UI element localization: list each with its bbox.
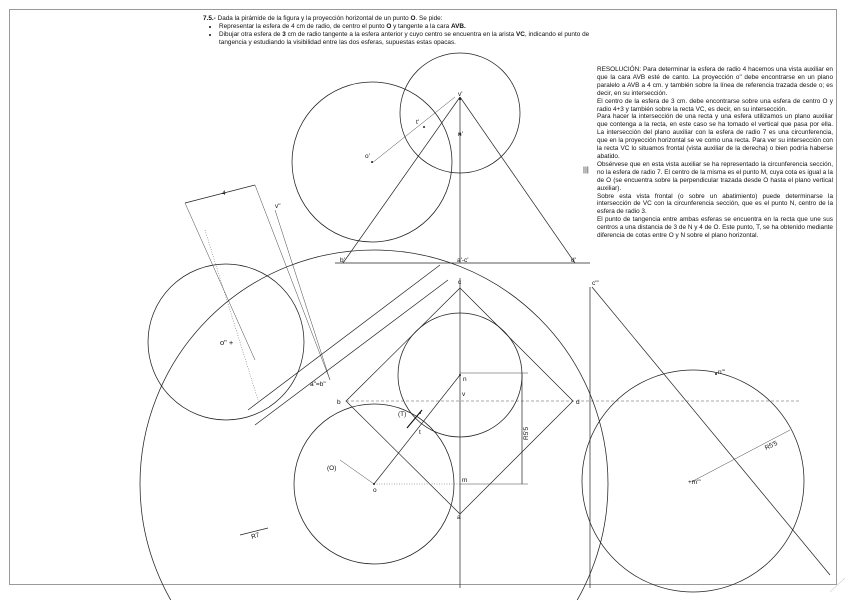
problem-header [203, 15, 613, 23]
bullet-1-bold-d: AVB. [451, 23, 466, 30]
centers-line-plan [374, 375, 460, 484]
label-v-prime: v' [458, 91, 463, 98]
label-n: n [463, 376, 467, 383]
edge-vd-front [460, 97, 575, 263]
label-O-paren: (O) [327, 465, 337, 472]
label-T-paren: (T) [398, 411, 407, 418]
label-v-dprime: v" [275, 203, 281, 210]
label-m: m [462, 477, 468, 484]
bullet-1-bold-b: O [386, 23, 392, 30]
label-r7: R7 [250, 531, 261, 541]
label-n-tprime: n"' [718, 369, 726, 376]
bullet-2-text-e: , indicando el punto de tangencia y estudiando la visibilidad entre las dos esferas, supuestas estas opacas. [219, 31, 590, 46]
dimension-line-4 [185, 185, 255, 203]
problem-number: 7.5.- [203, 15, 216, 22]
resolution-text [597, 66, 833, 240]
projection-line-v [275, 210, 330, 380]
label-m-tprime: +m"' [688, 479, 701, 486]
label-c: c [458, 279, 462, 286]
bullet-2-bold-b: 3 [282, 31, 286, 38]
resolution-paragraph-3: Para hacer la intersección de una recta y una esfera utilizamos un plano auxiliar que contenga a la recta, en este caso se ha tomado el vertical que pasa por ella. La intersección del plano auxiliar con la esfera de radio 7 es una circunferencia, que en la proyección horizontal se ve como una recta. Para ver su intersección con la recta VC lo situamos frontal (vista auxiliar de la derecha) o bien podría haberse abatido. [597, 113, 833, 160]
dimension-ext-1 [185, 203, 255, 360]
dimension-O-plan [340, 460, 374, 484]
face-avb-edge [248, 265, 440, 410]
label-t-prime: t' [416, 119, 420, 126]
point-v-front [459, 98, 461, 100]
front-view [292, 53, 590, 264]
bullet-1-text-c: y tangente a la cara [391, 23, 451, 30]
label-o: o [373, 487, 377, 494]
construction-line-front [372, 97, 455, 163]
sphere-r7-plan [140, 250, 608, 600]
auxiliary-view-left [148, 185, 448, 425]
dimension-ext-2 [255, 185, 330, 380]
resolution-paragraph-5: Sobre esta vista frontal (o sobre un abatimiento) puede determinarse la intersección de VC con la circunferencia sección, que es el punto N, centro de la esfera de radio 3. [597, 192, 833, 216]
label-ab-dprime: a"=b" [310, 381, 326, 388]
label-ac-prime: a'-c' [457, 257, 469, 264]
edge-vc-true-length [592, 287, 830, 575]
bullet-2-text-a: Dibujar otra esfera de [219, 31, 283, 38]
bullet-2-bold-d: VC [516, 31, 525, 38]
problem-header-text-2: . Se pide: [415, 15, 443, 22]
point-t-front [423, 126, 425, 128]
point-t-plan [419, 412, 421, 414]
problem-header-text-1: Dada la pirámide de la figura y la proyección horizontal de un punto [215, 15, 411, 22]
problem-bullets [203, 23, 613, 47]
problem-bullet-1 [219, 23, 613, 31]
problem-bullet-2 [219, 31, 613, 47]
label-d-prime: d' [571, 257, 576, 264]
center-o-plan [373, 483, 375, 485]
label-t: t [419, 429, 421, 436]
center-o-front [371, 161, 373, 163]
problem-statement [203, 15, 613, 47]
label-b: b [337, 399, 341, 406]
label-o-prime: o' [365, 153, 370, 160]
label-a: a [457, 514, 461, 521]
label-r55-right: R5'5 [763, 439, 779, 452]
resolution-paragraph-2: El centro de la esfera de 3 cm. debe encontrarse sobre una esfera de centro O y radio 4+3 y también sobre la recta VC, es decir, en su intersección. [597, 97, 833, 113]
corner-mark [830, 578, 845, 592]
point-n-right [715, 373, 717, 375]
edge-vb-front [343, 97, 460, 263]
radius-line-right [693, 430, 790, 481]
label-r55-left: R5'5 [523, 426, 530, 440]
resolution-paragraph-1: RESOLUCIÓN: Para determinar la esfera de radio 4 hacemos una vista auxiliar en que la cara AVB esté de canto. La proyección o" debe encontrarse en un plano paralelo a AVB a 4 cm. y también sobre la línea de referencia trazada desde o; es decir, en su intersección. [597, 66, 833, 97]
section-marker: ||| [583, 165, 589, 174]
resolution-paragraph-6: El punto de tangencia entre ambas esferas se encuentra en la recta que une sus centros a una distancia de 3 de N y 4 de O. Este punto, T, se ha obtenido mediante diferencia de cotas entre O y N sobre el plano horizontal. [597, 216, 833, 240]
parallel-plane-4cm [255, 280, 448, 425]
label-v: v [462, 391, 466, 398]
label-n-prime: n' [458, 131, 463, 138]
bullet-1-text-a: Representar la esfera de 4 cm de radio, de centro el punto [219, 23, 387, 30]
bullet-2-text-c: cm de radio tangente a la esfera anterior y cuyo centro se encuentra en la arista [285, 31, 516, 38]
plan-view [140, 250, 800, 600]
label-o-dprime: o" + [220, 338, 234, 347]
label-b-prime: b' [340, 257, 345, 264]
reference-line-o [205, 230, 258, 400]
label-dim-4: 4 [222, 190, 226, 197]
label-c-tprime: c"' [592, 280, 599, 287]
label-d: d [576, 399, 580, 406]
resolution-paragraph-4: Obsérvese que en esta vista auxiliar se ha representado la circunferencia sección, no la esfera de radio 7. El centro de la misma es el punto M, cuya cota es igual a la de O (se encuentra sobre la perpendicular trazada desde O hasta el plano vertical auxiliar). [597, 160, 833, 192]
center-n-plan [459, 374, 461, 376]
problem-header-point: O [410, 15, 416, 22]
